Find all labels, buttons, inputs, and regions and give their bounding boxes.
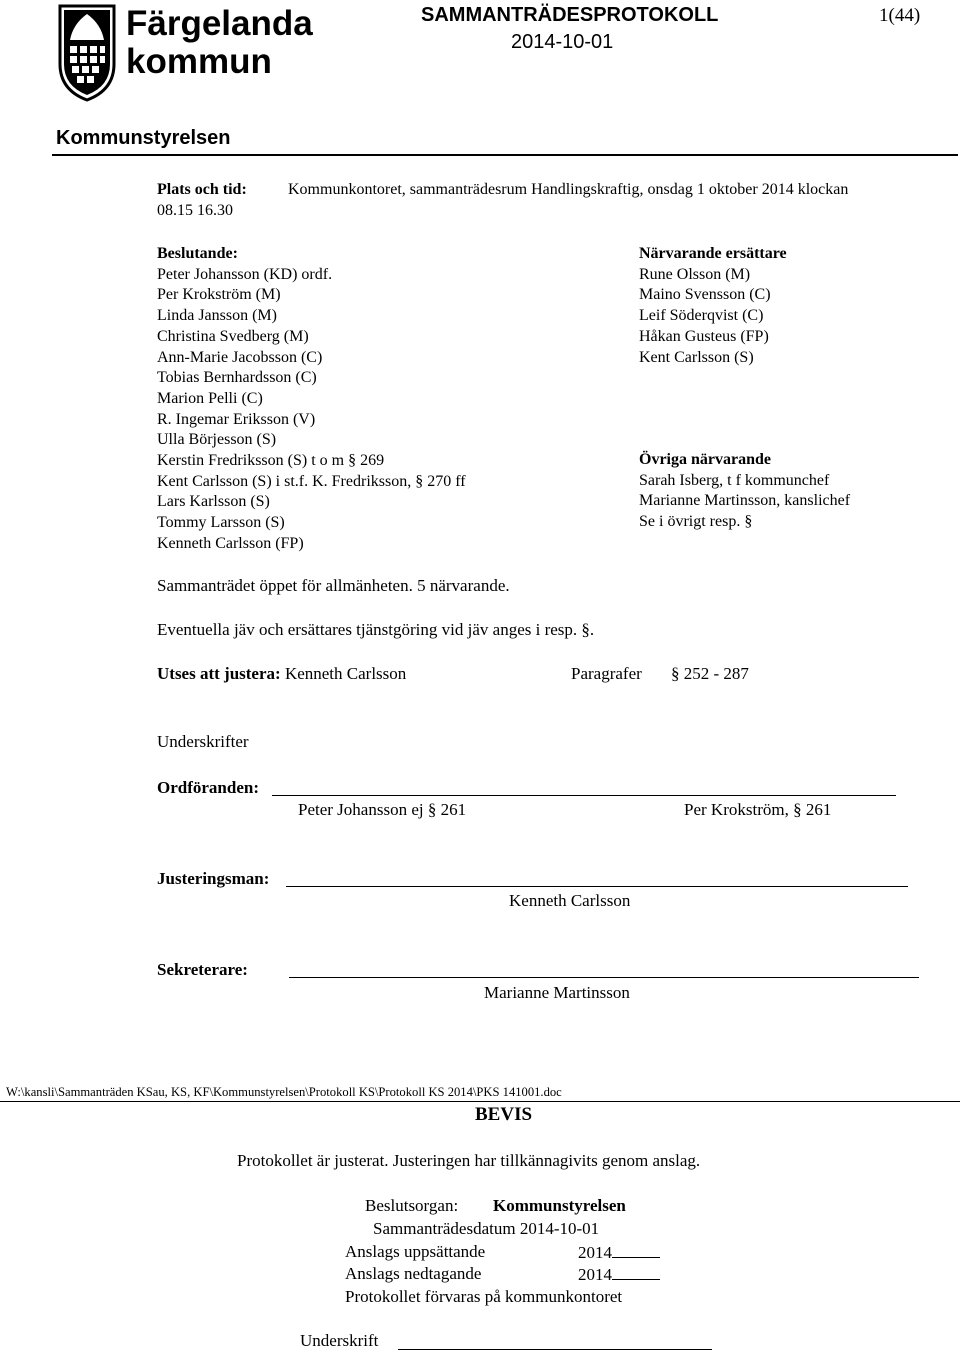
page-number: 1(44) bbox=[879, 5, 921, 26]
list-item: Maino Svensson (C) bbox=[639, 286, 771, 304]
meeting-date-line: Sammanträdesdatum 2014-10-01 bbox=[373, 1219, 600, 1238]
logo-name-line1: Färgelanda bbox=[126, 4, 313, 43]
list-item: Linda Jansson (M) bbox=[157, 307, 277, 325]
list-item: Se i övrigt resp. § bbox=[639, 513, 753, 531]
list-item: Kent Carlsson (S) i st.f. K. Fredriksson, § 270 ff bbox=[157, 472, 466, 490]
removed-date bbox=[578, 1264, 660, 1285]
posted-date-line bbox=[612, 1242, 660, 1258]
list-item: R. Ingemar Eriksson (V) bbox=[157, 410, 316, 428]
secretary-signature-line bbox=[289, 977, 919, 978]
substitutes bbox=[639, 244, 787, 368]
removed-year: 2014 bbox=[578, 1265, 612, 1284]
adjuster-row bbox=[157, 664, 406, 684]
list-item: Christina Svedberg (M) bbox=[157, 327, 309, 345]
conflict-note: Eventuella jäv och ersättares tjänstgöring vid jäv anges i resp. §. bbox=[157, 620, 595, 639]
signatures-heading: Underskrifter bbox=[157, 732, 249, 751]
storage-note: Protokollet förvaras på kommunkontoret bbox=[345, 1287, 623, 1306]
secretary-name: Marianne Martinsson bbox=[484, 983, 630, 1002]
chair-name-2: Per Krokström, § 261 bbox=[684, 800, 832, 819]
paragraphs-label: Paragrafer bbox=[571, 664, 642, 683]
list-item: Rune Olsson (M) bbox=[639, 265, 751, 283]
bevis-statement: Protokollet är justerat. Justeringen har tillkännagivits genom anslag. bbox=[237, 1151, 701, 1170]
adjuster-label: Utses att justera: bbox=[157, 664, 281, 683]
substitutes-label: Närvarande ersättare bbox=[639, 245, 787, 262]
logo-name-line2: kommun bbox=[126, 42, 272, 81]
bevis-title: BEVIS bbox=[475, 1104, 533, 1125]
list-item: Per Krokström (M) bbox=[157, 286, 281, 304]
time-value: 08.15 16.30 bbox=[157, 202, 233, 219]
adjuster-value: Kenneth Carlsson bbox=[284, 664, 407, 683]
list-item: Kerstin Fredriksson (S) t o m § 269 bbox=[157, 452, 385, 470]
header-divider bbox=[52, 154, 958, 156]
organ-value: Kommunstyrelsen bbox=[493, 1196, 626, 1215]
file-path: W:\kansli\Sammanträden KSau, KS, KF\Kommunstyrelsen\Protokoll KS\Protokoll KS 2014\PKS 141001.doc bbox=[6, 1085, 562, 1099]
decision-makers bbox=[157, 244, 466, 555]
list-item: Tommy Larsson (S) bbox=[157, 514, 285, 532]
body-name: Kommunstyrelsen bbox=[56, 127, 231, 149]
place-value: Kommunkontoret, sammanträdesrum Handlingskraftig, onsdag 1 oktober 2014 klockan bbox=[288, 181, 849, 198]
adjuster-signature-line bbox=[286, 886, 908, 887]
list-item: Sarah Isberg, t f kommunchef bbox=[639, 471, 830, 489]
document-date: 2014-10-01 bbox=[511, 31, 614, 53]
chair-signature-line bbox=[272, 795, 896, 796]
list-item: Lars Karlsson (S) bbox=[157, 493, 270, 511]
list-item: Leif Söderqvist (C) bbox=[639, 307, 764, 325]
removed-label: Anslags nedtagande bbox=[345, 1264, 482, 1283]
others-label: Övriga närvarande bbox=[639, 451, 771, 468]
coat-of-arms-icon bbox=[58, 2, 116, 102]
posted-year: 2014 bbox=[578, 1243, 612, 1262]
chair-name-1: Peter Johansson ej § 261 bbox=[298, 800, 467, 819]
list-item: Håkan Gusteus (FP) bbox=[639, 327, 769, 345]
bevis-signature-label: Underskrift bbox=[300, 1331, 379, 1350]
secretary-label: Sekreterare: bbox=[157, 960, 248, 979]
posted-label: Anslags uppsättande bbox=[345, 1242, 486, 1261]
chair-label: Ordföranden: bbox=[157, 778, 259, 797]
organ-label: Beslutsorgan: bbox=[365, 1196, 459, 1215]
list-item: Marianne Martinsson, kanslichef bbox=[639, 492, 851, 510]
posted-date bbox=[578, 1242, 660, 1263]
adjuster-sign-name: Kenneth Carlsson bbox=[509, 891, 631, 910]
logo bbox=[58, 2, 338, 102]
footer-divider bbox=[0, 1101, 960, 1102]
removed-date-line bbox=[612, 1264, 660, 1280]
others-present bbox=[639, 450, 850, 533]
list-item: Tobias Bernhardsson (C) bbox=[157, 369, 317, 387]
place-label: Plats och tid: bbox=[157, 181, 247, 198]
paragraphs-value: § 252 - 287 bbox=[671, 664, 749, 683]
public-note: Sammanträdet öppet för allmänheten. 5 närvarande. bbox=[157, 576, 510, 595]
list-item: Peter Johansson (KD) ordf. bbox=[157, 265, 333, 283]
list-item: Ulla Börjesson (S) bbox=[157, 431, 277, 449]
list-item: Ann-Marie Jacobsson (C) bbox=[157, 348, 323, 366]
decision-makers-label: Beslutande: bbox=[157, 245, 238, 262]
list-item: Kent Carlsson (S) bbox=[639, 348, 754, 366]
list-item: Marion Pelli (C) bbox=[157, 389, 263, 407]
bevis-signature-line bbox=[398, 1349, 712, 1350]
adjuster-sign-label: Justeringsman: bbox=[157, 869, 270, 888]
list-item: Kenneth Carlsson (FP) bbox=[157, 534, 304, 552]
document-title: SAMMANTRÄDESPROTOKOLL bbox=[421, 4, 719, 26]
